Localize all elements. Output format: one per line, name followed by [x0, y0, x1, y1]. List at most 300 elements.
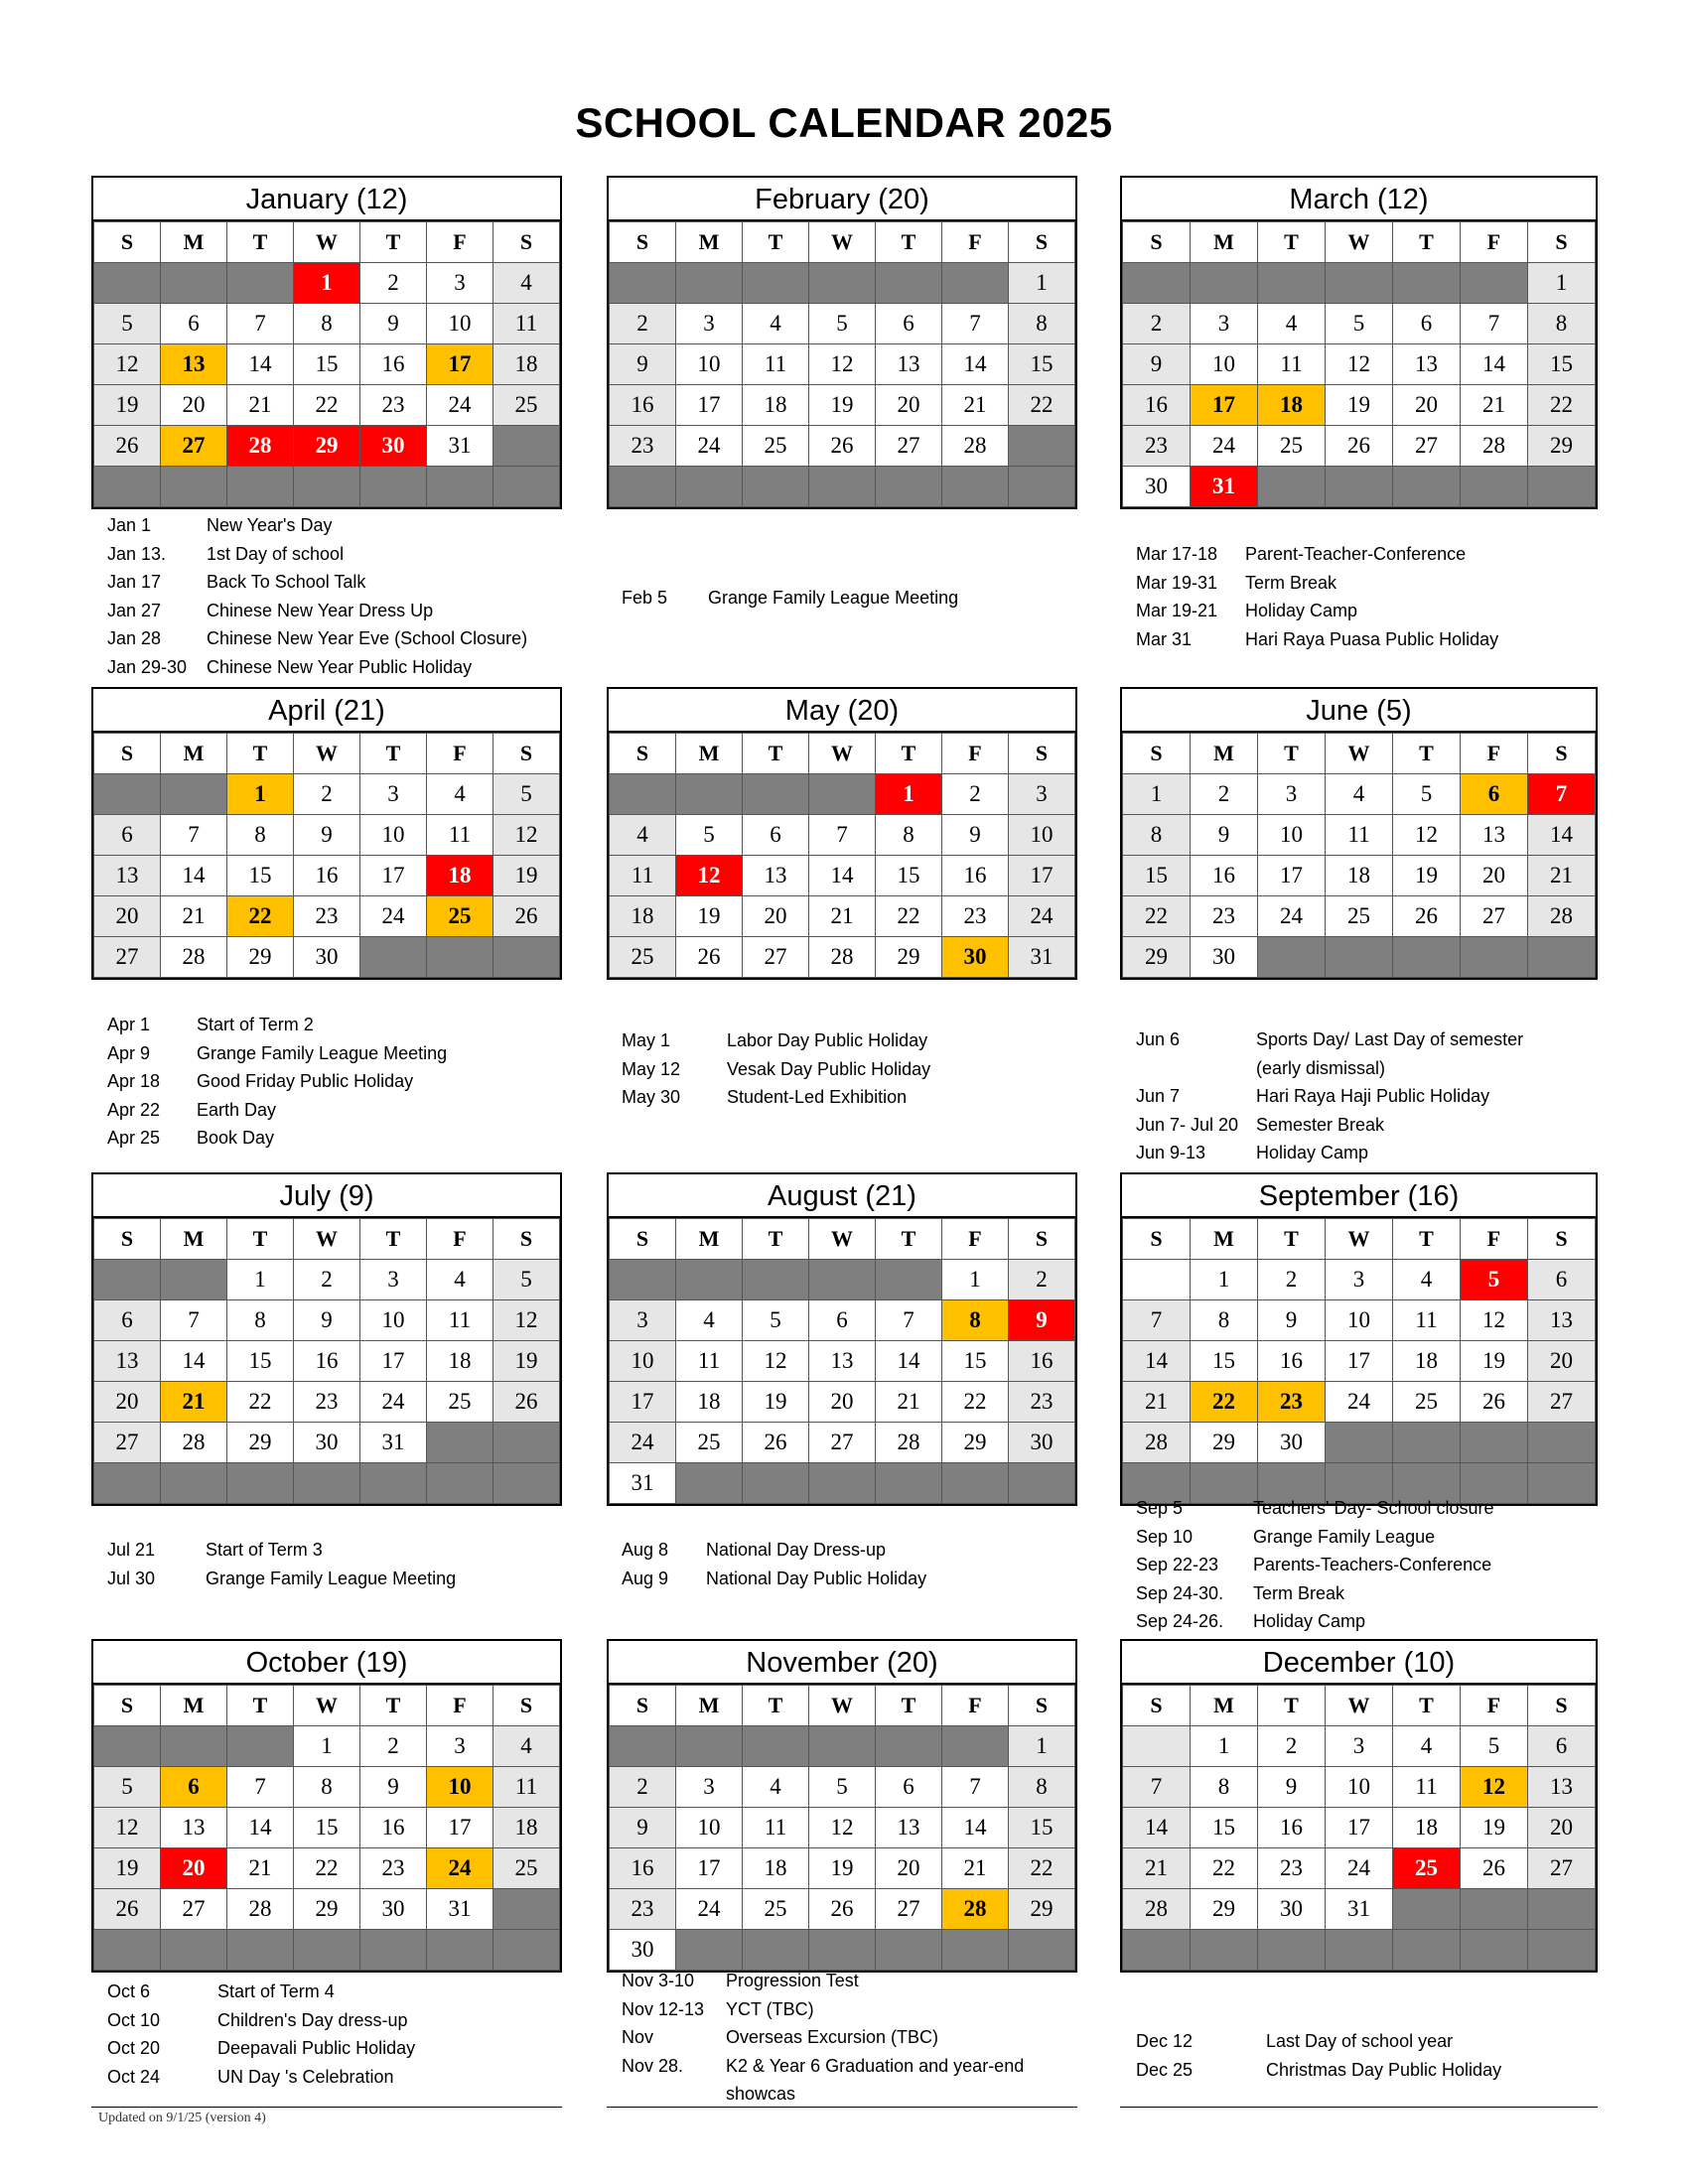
- weekday-header: S: [493, 734, 560, 774]
- day-cell: 29: [294, 426, 360, 467]
- day-cell: 9: [1123, 344, 1191, 385]
- empty-day-cell: [1258, 263, 1326, 304]
- day-cell: 17: [610, 1382, 676, 1423]
- event-description: Sports Day/ Last Day of semester: [1256, 1029, 1524, 1049]
- day-cell: 14: [1123, 1808, 1191, 1848]
- event-description: Vesak Day Public Holiday: [727, 1058, 931, 1079]
- day-cell: 1: [227, 774, 294, 815]
- notes-february: [622, 584, 958, 613]
- day-cell: 14: [1461, 344, 1528, 385]
- day-cell: 12: [676, 856, 743, 896]
- event-note: [622, 1967, 1024, 1995]
- day-cell: 10: [1258, 815, 1326, 856]
- day-cell: 16: [942, 856, 1009, 896]
- day-cell: 19: [1461, 1341, 1528, 1382]
- day-cell: 9: [610, 344, 676, 385]
- calendar-grid: [609, 221, 1075, 507]
- day-cell: 12: [493, 1300, 560, 1341]
- day-cell: 7: [227, 304, 294, 344]
- empty-day-cell: [1461, 1423, 1528, 1463]
- day-cell: 12: [1326, 344, 1393, 385]
- day-cell: 1: [1528, 263, 1596, 304]
- empty-day-cell: [610, 467, 676, 507]
- weekday-header: F: [427, 734, 493, 774]
- day-cell: 18: [1393, 1341, 1461, 1382]
- day-cell: 26: [1461, 1848, 1528, 1889]
- day-cell: 4: [1258, 304, 1326, 344]
- empty-day-cell: [676, 1260, 743, 1300]
- month-title: January (12): [93, 178, 560, 221]
- day-cell: 30: [942, 937, 1009, 978]
- day-cell: 3: [1258, 774, 1326, 815]
- empty-day-cell: [1461, 1889, 1528, 1930]
- day-cell: 1: [1009, 263, 1075, 304]
- day-cell: 25: [427, 1382, 493, 1423]
- day-cell: 29: [227, 1423, 294, 1463]
- day-cell: 8: [1528, 304, 1596, 344]
- day-cell: 3: [360, 1260, 427, 1300]
- empty-day-cell: [1461, 1930, 1528, 1971]
- empty-day-cell: [1528, 1930, 1596, 1971]
- empty-day-cell: [493, 1423, 560, 1463]
- empty-day-cell: [1393, 937, 1461, 978]
- empty-day-cell: [427, 467, 493, 507]
- event-note: [622, 1083, 930, 1112]
- empty-day-cell: [676, 263, 743, 304]
- notes-august: [622, 1536, 926, 1592]
- day-cell: 24: [1191, 426, 1258, 467]
- month-title: October (19): [93, 1641, 560, 1685]
- weekday-header: M: [676, 222, 743, 263]
- weekday-header: F: [1461, 222, 1528, 263]
- weekday-header: S: [1123, 1686, 1191, 1726]
- day-cell: 13: [809, 1341, 876, 1382]
- day-cell: 5: [1461, 1726, 1528, 1767]
- event-date: Sep 5: [1136, 1498, 1184, 1518]
- event-date: Apr 9: [107, 1042, 151, 1063]
- day-cell: 30: [1009, 1423, 1075, 1463]
- event-note: [1136, 569, 1498, 598]
- event-description: showcas: [726, 2084, 796, 2104]
- weekday-header: F: [427, 1219, 493, 1260]
- weekday-header: M: [1191, 222, 1258, 263]
- day-cell: 24: [676, 426, 743, 467]
- day-cell: 17: [360, 1341, 427, 1382]
- day-cell: 28: [1123, 1423, 1191, 1463]
- event-date: Jan 17: [107, 572, 162, 592]
- day-cell: 29: [1009, 1889, 1075, 1930]
- event-date: May 30: [622, 1087, 681, 1107]
- day-cell: 9: [1258, 1300, 1326, 1341]
- day-cell: 7: [942, 304, 1009, 344]
- event-date: Mar 17-18: [1136, 544, 1218, 564]
- weekday-header: T: [743, 222, 809, 263]
- day-cell: 3: [1326, 1260, 1393, 1300]
- day-cell: 24: [1258, 896, 1326, 937]
- day-cell: 7: [1461, 304, 1528, 344]
- day-cell: 8: [1191, 1767, 1258, 1808]
- event-note: [107, 1039, 447, 1068]
- event-note: [1136, 1494, 1494, 1523]
- event-date: Oct 24: [107, 2066, 161, 2087]
- notes-january: [107, 511, 527, 681]
- weekday-header: W: [294, 222, 360, 263]
- weekday-header: M: [161, 1686, 227, 1726]
- day-cell: 17: [427, 1808, 493, 1848]
- day-cell: 20: [94, 896, 161, 937]
- weekday-header: F: [1461, 734, 1528, 774]
- day-cell: 15: [1528, 344, 1596, 385]
- day-cell: 13: [1528, 1300, 1596, 1341]
- day-cell: 15: [227, 856, 294, 896]
- day-cell: 28: [1123, 1889, 1191, 1930]
- day-cell: 14: [809, 856, 876, 896]
- weekday-header: T: [360, 1219, 427, 1260]
- weekday-header: S: [1528, 222, 1596, 263]
- weekday-header: M: [676, 1686, 743, 1726]
- day-cell: 1: [942, 1260, 1009, 1300]
- weekday-header: M: [1191, 734, 1258, 774]
- event-note: [107, 1565, 456, 1593]
- day-cell: 6: [876, 1767, 942, 1808]
- event-note: [1136, 1025, 1523, 1054]
- day-cell: 21: [227, 385, 294, 426]
- weekday-header: T: [1258, 1686, 1326, 1726]
- day-cell: 22: [1528, 385, 1596, 426]
- day-cell: 15: [294, 344, 360, 385]
- day-cell: 3: [360, 774, 427, 815]
- event-description: Book Day: [197, 1128, 275, 1148]
- day-cell: 13: [1393, 344, 1461, 385]
- empty-day-cell: [1326, 263, 1393, 304]
- day-cell: 12: [493, 815, 560, 856]
- day-cell: 13: [743, 856, 809, 896]
- event-description: Christmas Day Public Holiday: [1266, 2059, 1502, 2080]
- weekday-header: W: [1326, 734, 1393, 774]
- empty-day-cell: [227, 1726, 294, 1767]
- empty-day-cell: [94, 1726, 161, 1767]
- day-cell: 29: [1191, 1889, 1258, 1930]
- day-cell: 24: [1326, 1382, 1393, 1423]
- empty-day-cell: [676, 467, 743, 507]
- day-cell: 21: [1528, 856, 1596, 896]
- weekday-header: W: [294, 1219, 360, 1260]
- day-cell: 8: [1123, 815, 1191, 856]
- day-cell: 11: [1326, 815, 1393, 856]
- event-date: Jan 1: [107, 515, 152, 535]
- event-note: [107, 1067, 447, 1096]
- empty-day-cell: [942, 1463, 1009, 1504]
- day-cell: 14: [227, 1808, 294, 1848]
- empty-day-cell: [1258, 1930, 1326, 1971]
- weekday-header: S: [94, 1219, 161, 1260]
- empty-day-cell: [1009, 426, 1075, 467]
- day-cell: 24: [676, 1889, 743, 1930]
- event-date: Jun 7: [1136, 1086, 1181, 1106]
- day-cell: 18: [1326, 856, 1393, 896]
- month-title: September (16): [1122, 1174, 1596, 1218]
- weekday-header: S: [1528, 1686, 1596, 1726]
- event-note: [107, 511, 527, 540]
- day-cell: 10: [427, 1767, 493, 1808]
- weekday-header: S: [1009, 1219, 1075, 1260]
- event-date: Jan 29-30: [107, 656, 188, 677]
- event-date: May 1: [622, 1030, 671, 1050]
- day-cell: 9: [1258, 1767, 1326, 1808]
- empty-day-cell: [1393, 1889, 1461, 1930]
- weekday-header: F: [942, 1219, 1009, 1260]
- day-cell: 23: [1258, 1382, 1326, 1423]
- day-cell: 26: [1461, 1382, 1528, 1423]
- day-cell: 1: [294, 1726, 360, 1767]
- empty-day-cell: [493, 1889, 560, 1930]
- month-november: [607, 1639, 1077, 1973]
- empty-day-cell: [1326, 1930, 1393, 1971]
- empty-day-cell: [1461, 937, 1528, 978]
- event-description: Last Day of school year: [1266, 2031, 1454, 2051]
- event-note: [622, 2052, 1024, 2081]
- empty-day-cell: [227, 263, 294, 304]
- day-cell: 27: [876, 1889, 942, 1930]
- month-july: [91, 1172, 562, 1506]
- event-note: [107, 1536, 456, 1565]
- day-cell: 18: [676, 1382, 743, 1423]
- empty-day-cell: [493, 937, 560, 978]
- empty-day-cell: [360, 1930, 427, 1971]
- day-cell: 19: [94, 1848, 161, 1889]
- day-cell: 30: [294, 1423, 360, 1463]
- event-date: Sep 22-23: [1136, 1555, 1219, 1574]
- calendar-grid: [1122, 733, 1596, 978]
- empty-day-cell: [743, 1726, 809, 1767]
- day-cell: 4: [493, 263, 560, 304]
- day-cell: 15: [1191, 1808, 1258, 1848]
- day-cell: 21: [161, 896, 227, 937]
- day-cell: 23: [294, 896, 360, 937]
- empty-day-cell: [809, 774, 876, 815]
- month-february: [607, 176, 1077, 509]
- event-note: [107, 1096, 447, 1125]
- empty-day-cell: [1258, 467, 1326, 507]
- weekday-header: T: [227, 734, 294, 774]
- event-description: Holiday Camp: [1256, 1143, 1369, 1162]
- day-cell: 27: [94, 1423, 161, 1463]
- day-cell: 26: [809, 1889, 876, 1930]
- day-cell: 10: [1326, 1767, 1393, 1808]
- event-note: [1136, 597, 1498, 625]
- event-description: Labor Day Public Holiday: [727, 1030, 928, 1050]
- weekday-header: S: [1009, 1686, 1075, 1726]
- empty-day-cell: [676, 774, 743, 815]
- weekday-header: T: [743, 1219, 809, 1260]
- empty-day-cell: [161, 467, 227, 507]
- event-description: YCT (TBC): [726, 1998, 814, 2019]
- day-cell: 19: [493, 856, 560, 896]
- day-cell: 24: [1326, 1848, 1393, 1889]
- day-cell: 6: [1528, 1260, 1596, 1300]
- weekday-header: M: [676, 1219, 743, 1260]
- event-date: Oct 20: [107, 2038, 161, 2058]
- day-cell: 31: [1191, 467, 1258, 507]
- event-description: Student-Led Exhibition: [727, 1087, 908, 1107]
- day-cell: 31: [427, 426, 493, 467]
- empty-day-cell: [1191, 1930, 1258, 1971]
- weekday-header: T: [227, 1219, 294, 1260]
- divider-line: [607, 2107, 1077, 2108]
- day-cell: 30: [610, 1930, 676, 1971]
- empty-day-cell: [427, 1423, 493, 1463]
- weekday-header: W: [294, 734, 360, 774]
- empty-day-cell: [427, 937, 493, 978]
- day-cell: 25: [493, 1848, 560, 1889]
- weekday-header: M: [161, 1219, 227, 1260]
- event-description: Holiday Camp: [1253, 1611, 1366, 1631]
- day-cell: 31: [610, 1463, 676, 1504]
- weekday-header: T: [743, 734, 809, 774]
- day-cell: 10: [1326, 1300, 1393, 1341]
- day-cell: 26: [493, 896, 560, 937]
- weekday-header: S: [493, 1219, 560, 1260]
- event-description: Term Break: [1245, 572, 1337, 593]
- event-description: New Year's Day: [207, 515, 333, 535]
- day-cell: 23: [360, 1848, 427, 1889]
- event-note: [1136, 1607, 1494, 1636]
- day-cell: 18: [743, 1848, 809, 1889]
- weekday-header: F: [427, 222, 493, 263]
- empty-day-cell: [942, 467, 1009, 507]
- day-cell: 12: [94, 344, 161, 385]
- day-cell: 10: [1009, 815, 1075, 856]
- day-cell: 16: [360, 344, 427, 385]
- empty-day-cell: [809, 1726, 876, 1767]
- day-cell: 22: [294, 385, 360, 426]
- event-note: [1136, 2056, 1501, 2085]
- weekday-header: M: [161, 222, 227, 263]
- day-cell: 14: [1123, 1341, 1191, 1382]
- day-cell: 8: [227, 1300, 294, 1341]
- day-cell: 15: [1123, 856, 1191, 896]
- empty-day-cell: [94, 263, 161, 304]
- event-description: Parents-Teachers-Conference: [1253, 1555, 1492, 1574]
- day-cell: 26: [94, 426, 161, 467]
- event-description: 1st Day of school: [207, 543, 345, 564]
- weekday-header: T: [360, 222, 427, 263]
- day-cell: 21: [227, 1848, 294, 1889]
- event-note: [1136, 1551, 1494, 1579]
- day-cell: 23: [610, 1889, 676, 1930]
- day-cell: 22: [1123, 896, 1191, 937]
- event-note: [1136, 540, 1498, 569]
- event-note: [107, 1978, 415, 2006]
- calendar-grid: [93, 733, 560, 978]
- weekday-header: W: [1326, 222, 1393, 263]
- day-cell: 17: [1009, 856, 1075, 896]
- event-note: [1136, 2027, 1501, 2056]
- day-cell: 29: [1191, 1423, 1258, 1463]
- day-cell: 8: [1191, 1300, 1258, 1341]
- event-description: Deepavali Public Holiday: [217, 2038, 416, 2058]
- event-description: Grange Family League: [1253, 1526, 1436, 1547]
- updated-note: Updated on 9/1/25 (version 4): [98, 2111, 266, 2125]
- day-cell: 2: [294, 1260, 360, 1300]
- event-description: Grange Family League Meeting: [206, 1568, 457, 1588]
- empty-day-cell: [743, 774, 809, 815]
- day-cell: 29: [294, 1889, 360, 1930]
- empty-day-cell: [161, 1260, 227, 1300]
- day-cell: 17: [676, 1848, 743, 1889]
- day-cell: 8: [1009, 1767, 1075, 1808]
- day-cell: 14: [1528, 815, 1596, 856]
- event-note: [107, 597, 527, 625]
- day-cell: 22: [1191, 1382, 1258, 1423]
- day-cell: 13: [1461, 815, 1528, 856]
- event-note: [107, 568, 527, 597]
- event-description: Hari Raya Haji Public Holiday: [1256, 1086, 1490, 1106]
- calendar-grid: [1122, 221, 1596, 507]
- month-january: [91, 176, 562, 509]
- day-cell: 16: [1258, 1808, 1326, 1848]
- empty-day-cell: [676, 1463, 743, 1504]
- day-cell: 23: [294, 1382, 360, 1423]
- empty-day-cell: [227, 1463, 294, 1504]
- weekday-header: T: [227, 222, 294, 263]
- day-cell: 6: [94, 1300, 161, 1341]
- day-cell: 15: [227, 1341, 294, 1382]
- day-cell: 10: [676, 344, 743, 385]
- event-note: [107, 540, 527, 569]
- event-date: Apr 22: [107, 1099, 161, 1120]
- day-cell: 5: [809, 1767, 876, 1808]
- day-cell: 19: [1326, 385, 1393, 426]
- day-cell: 28: [942, 426, 1009, 467]
- empty-day-cell: [1123, 1260, 1191, 1300]
- event-date: Jun 7- Jul 20: [1136, 1114, 1239, 1135]
- empty-day-cell: [676, 1930, 743, 1971]
- day-cell: 11: [1393, 1767, 1461, 1808]
- month-title: May (20): [609, 689, 1075, 733]
- day-cell: 30: [1123, 467, 1191, 507]
- empty-day-cell: [493, 467, 560, 507]
- weekday-header: S: [493, 222, 560, 263]
- empty-day-cell: [294, 467, 360, 507]
- day-cell: 24: [360, 1382, 427, 1423]
- event-date: Jan 13.: [107, 543, 167, 564]
- day-cell: 12: [809, 1808, 876, 1848]
- day-cell: 22: [1009, 1848, 1075, 1889]
- day-cell: 25: [743, 426, 809, 467]
- day-cell: 7: [1528, 774, 1596, 815]
- day-cell: 13: [161, 1808, 227, 1848]
- day-cell: 17: [360, 856, 427, 896]
- weekday-header: W: [1326, 1686, 1393, 1726]
- day-cell: 22: [942, 1382, 1009, 1423]
- day-cell: 12: [1461, 1300, 1528, 1341]
- empty-day-cell: [876, 1930, 942, 1971]
- event-date: Apr 18: [107, 1071, 161, 1091]
- weekday-header: S: [493, 1686, 560, 1726]
- day-cell: 2: [1191, 774, 1258, 815]
- month-title: August (21): [609, 1174, 1075, 1218]
- day-cell: 15: [294, 1808, 360, 1848]
- empty-day-cell: [876, 1726, 942, 1767]
- day-cell: 20: [1528, 1341, 1596, 1382]
- notes-april: [107, 1011, 447, 1153]
- event-note: [622, 1055, 930, 1084]
- month-march: [1120, 176, 1598, 509]
- empty-day-cell: [1528, 467, 1596, 507]
- day-cell: 10: [676, 1808, 743, 1848]
- day-cell: 26: [743, 1423, 809, 1463]
